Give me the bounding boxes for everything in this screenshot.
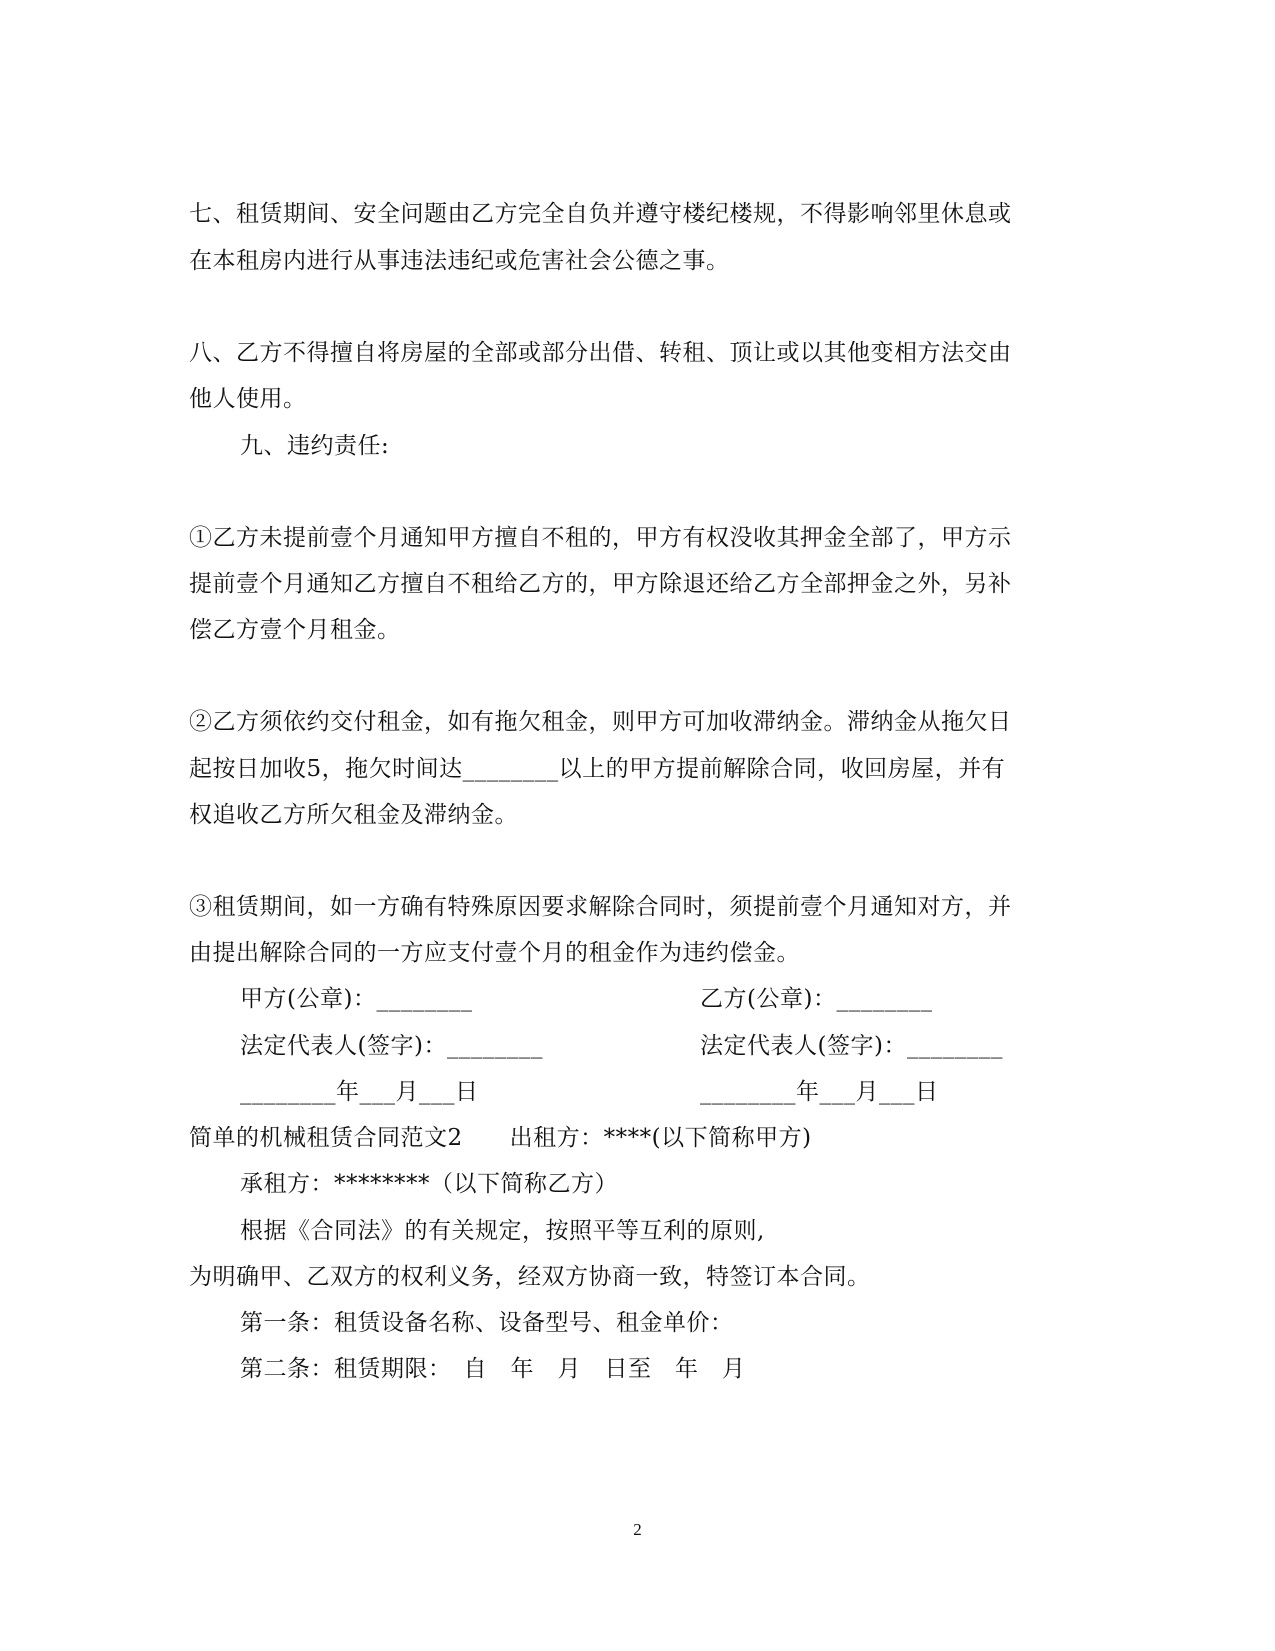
penalty-1-line-2: 提前壹个月通知乙方擅自不租给乙方的，甲方除退还给乙方全部押金之外，另补	[189, 571, 1012, 597]
article-1: 第一条：租赁设备名称、设备型号、租金单价：	[240, 1310, 734, 1336]
contract-2-heading: 简单的机械租赁合同范文2 出租方：****(以下简称甲方)	[189, 1125, 812, 1151]
penalty-3-line-2: 由提出解除合同的一方应支付壹个月的租金作为违约偿金。	[189, 940, 800, 966]
lessee-line: 承租方：********（以下简称乙方）	[240, 1171, 618, 1197]
party-a-representative: 法定代表人(签字)：________	[240, 1033, 543, 1059]
clause-8-line-2: 他人使用。	[189, 386, 307, 412]
penalty-3-line-1: ③租赁期间，如一方确有特殊原因要求解除合同时，须提前壹个月通知对方，并	[189, 894, 1012, 920]
clause-9-title: 九、违约责任:	[240, 433, 390, 459]
penalty-2-line-2: 起按日加收5，拖欠时间达________以上的甲方提前解除合同，收回房屋，并有	[189, 756, 1006, 782]
party-a-date: ________年___月___日	[240, 1079, 479, 1105]
penalty-1-line-1: ①乙方未提前壹个月通知甲方擅自不租的，甲方有权没收其押金全部了，甲方示	[189, 525, 1012, 551]
party-a-seal: 甲方(公章)：________	[240, 986, 473, 1012]
clause-7-line-1: 七、租赁期间、安全问题由乙方完全自负并遵守楼纪楼规，不得影响邻里休息或	[189, 201, 1012, 227]
clause-7-line-2: 在本租房内进行从事违法违纪或危害社会公德之事。	[189, 248, 730, 274]
party-b-seal: 乙方(公章)：________	[700, 986, 933, 1012]
basis-line-1: 根据《合同法》的有关规定，按照平等互利的原则,	[240, 1218, 765, 1244]
page-number: 2	[633, 1520, 642, 1539]
basis-line-2: 为明确甲、乙双方的权利义务，经双方协商一致，特签订本合同。	[189, 1264, 871, 1290]
penalty-1-line-3: 偿乙方壹个月租金。	[189, 617, 401, 643]
party-b-date: ________年___月___日	[700, 1079, 939, 1105]
article-2: 第二条：租赁期限： 自 年 月 日至 年 月	[240, 1356, 746, 1382]
party-b-representative: 法定代表人(签字)：________	[700, 1033, 1003, 1059]
clause-8-line-1: 八、乙方不得擅自将房屋的全部或部分出借、转租、顶让或以其他变相方法交由	[189, 340, 1012, 366]
penalty-2-line-3: 权追收乙方所欠租金及滞纳金。	[189, 802, 518, 828]
penalty-2-line-1: ②乙方须依约交付租金，如有拖欠租金，则甲方可加收滞纳金。滞纳金从拖欠日	[189, 709, 1012, 735]
